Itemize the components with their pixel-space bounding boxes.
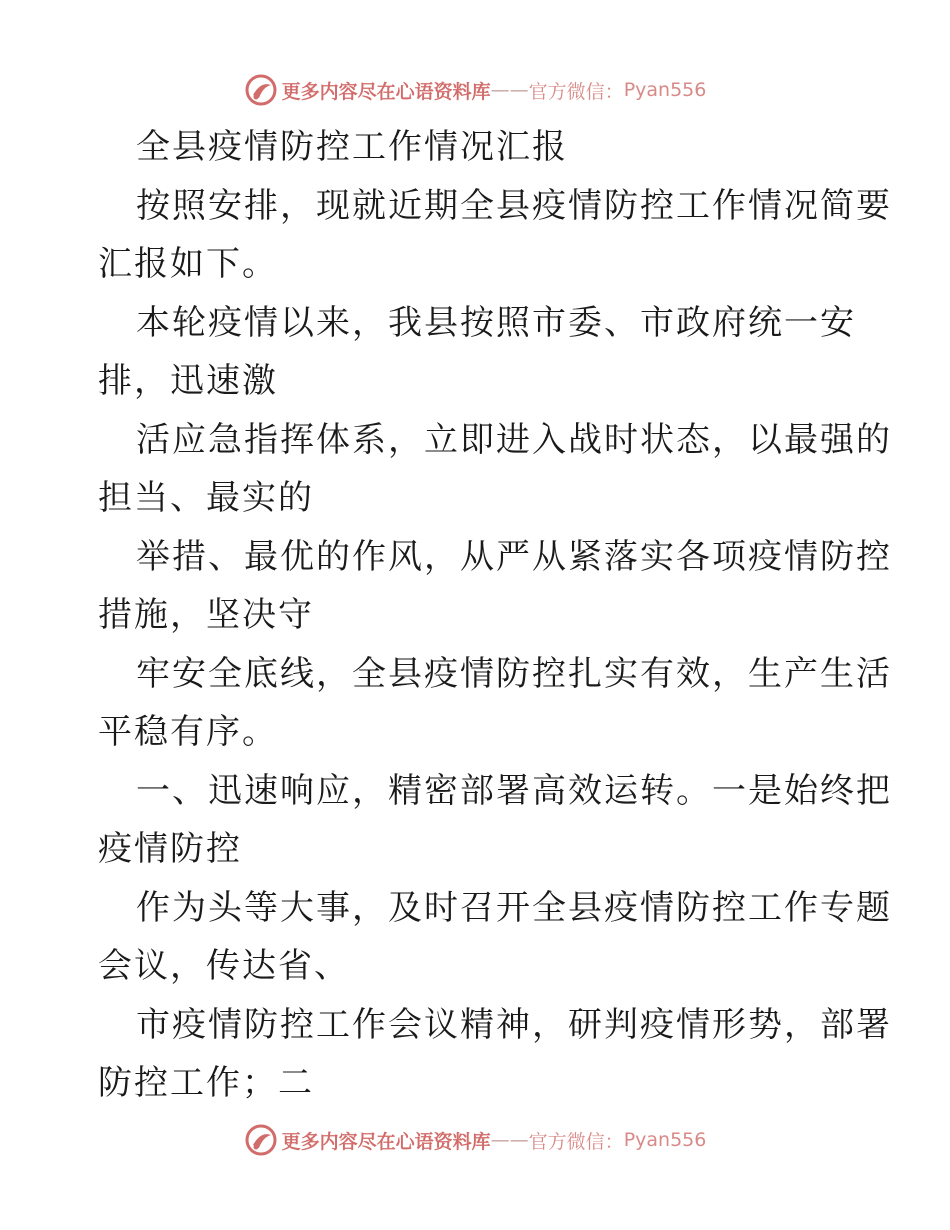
document-title: 全县疫情防控工作情况汇报	[136, 127, 568, 167]
text-line: 汇报如下。	[98, 244, 278, 284]
text-line: 举措、最优的作风，从严从紧落实各项疫情防控	[136, 536, 892, 577]
text-line: 防控工作；二	[98, 1063, 314, 1103]
watermark-dash: ——	[490, 1129, 529, 1151]
text-line: 牢安全底线，全县疫情防控扎实有效，生产生活	[136, 653, 892, 694]
brush-logo-icon	[244, 1123, 278, 1157]
text-line: 按照安排，现就近期全县疫情防控工作情况简要	[136, 185, 892, 226]
text-line: 担当、最实的	[98, 478, 314, 518]
text-line: 本轮疫情以来，我县按照市委、市政府统一安	[136, 302, 856, 343]
text-line: 疫情防控	[98, 829, 242, 869]
document-body	[98, 118, 892, 1113]
watermark-account: Pyan556	[623, 79, 707, 101]
text-line: 平稳有序。	[98, 712, 278, 752]
text-line: 排，迅速激	[98, 361, 278, 401]
text-line: 作为头等大事，及时召开全县疫情防控工作专题	[136, 887, 892, 928]
watermark-main-text: 更多内容尽在心语资料库	[281, 80, 491, 103]
text-line: 活应急指挥体系，立即进入战时状态，以最强的	[136, 419, 892, 460]
watermark-dash: ——	[490, 79, 529, 101]
watermark-banner-top	[0, 70, 950, 110]
brush-logo-icon	[244, 73, 278, 107]
watermark-main-text: 更多内容尽在心语资料库	[281, 1130, 491, 1153]
text-line: 会议，传达省、	[98, 946, 350, 986]
section-heading-line: 一、迅速响应，精密部署高效运转。一是始终把	[136, 770, 892, 811]
text-line: 措施，坚决守	[98, 595, 314, 635]
watermark-sub-text: 官方微信：	[528, 80, 624, 103]
watermark-banner-bottom	[0, 1120, 950, 1160]
watermark-sub-text: 官方微信：	[528, 1130, 624, 1153]
text-line: 市疫情防控工作会议精神，研判疫情形势，部署	[136, 1004, 892, 1045]
watermark-account: Pyan556	[623, 1129, 707, 1151]
